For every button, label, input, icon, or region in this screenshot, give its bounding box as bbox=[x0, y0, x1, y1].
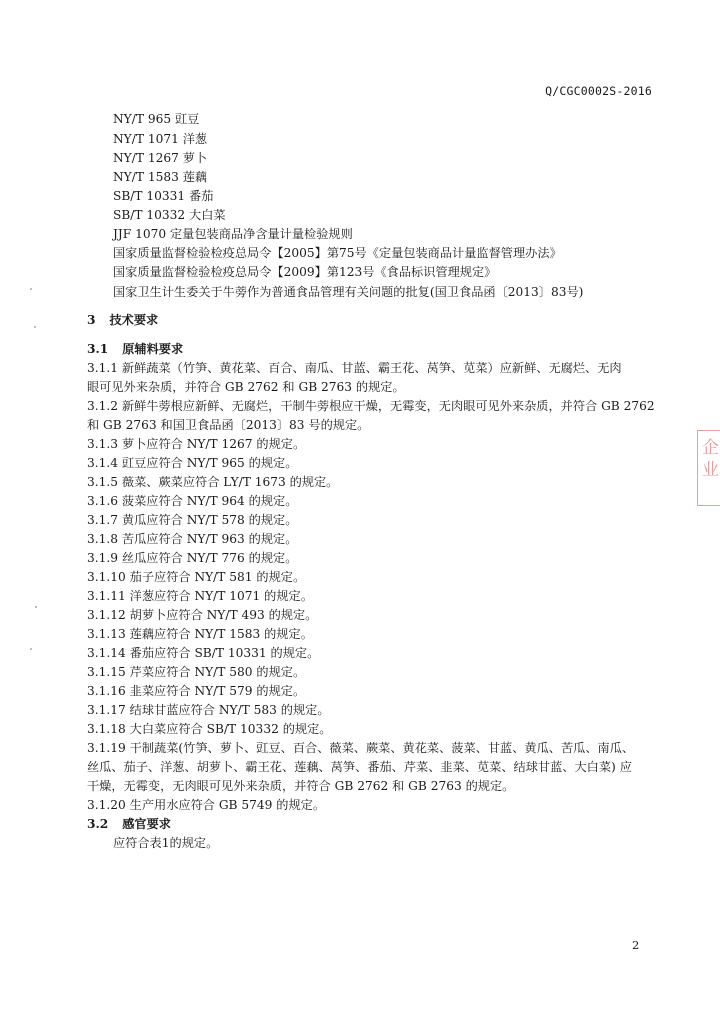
clause-line: 3.1.7 黄瓜应符合 NY/T 578 的规定。 bbox=[87, 513, 298, 527]
reference-item: 国家质量监督检验检疫总局令【2009】第123号《食品标识管理规定》 bbox=[113, 265, 497, 279]
clause-line: 3.1.3 萝卜应符合 NY/T 1267 的规定。 bbox=[87, 437, 306, 451]
clause-line: 干燥，无霉变，无肉眼可见外来杂质，并符合 GB 2762 和 GB 2763 的规定。 bbox=[87, 779, 515, 793]
clause-line: 3.1.8 苦瓜应符合 NY/T 963 的规定。 bbox=[87, 532, 298, 546]
reference-item: NY/T 1583 莲藕 bbox=[113, 170, 208, 184]
reference-item: NY/T 1071 洋葱 bbox=[113, 132, 208, 146]
clause-line: 3.1.12 胡萝卜应符合 NY/T 493 的规定。 bbox=[87, 608, 318, 622]
clause-line: 3.1.9 丝瓜应符合 NY/T 776 的规定。 bbox=[87, 551, 298, 565]
clause-line: 3.1.11 洋葱应符合 NY/T 1071 的规定。 bbox=[87, 589, 313, 603]
page-number: 2 bbox=[632, 938, 640, 952]
reference-item: NY/T 1267 萝卜 bbox=[113, 151, 208, 165]
clause-line: 3.1.4 豇豆应符合 NY/T 965 的规定。 bbox=[87, 456, 298, 470]
reference-item: 国家卫生计生委关于牛蒡作为普通食品管理有关问题的批复(国卫食品函〔2013〕83号) bbox=[113, 285, 584, 299]
clause-line: 3.1.14 番茄应符合 SB/T 10331 的规定。 bbox=[87, 646, 320, 660]
subsection-number: 3.1 bbox=[87, 342, 109, 356]
subsection-title: 感官要求 bbox=[122, 817, 171, 831]
clause-line: 3.1.18 大白菜应符合 SB/T 10332 的规定。 bbox=[87, 722, 332, 736]
scan-speck bbox=[34, 326, 36, 328]
clause-line: 3.1.10 茄子应符合 NY/T 581 的规定。 bbox=[87, 570, 306, 584]
clause-line: 3.1.6 菠菜应符合 NY/T 964 的规定。 bbox=[87, 494, 298, 508]
section-title: 技术要求 bbox=[109, 313, 159, 327]
reference-item: SB/T 10331 番茄 bbox=[113, 189, 214, 203]
clause-line: 3.1.20 生产用水应符合 GB 5749 的规定。 bbox=[87, 798, 326, 812]
scan-speck bbox=[35, 606, 37, 608]
subsection-heading bbox=[87, 815, 171, 833]
clause-line: 和 GB 2763 和国卫食品函〔2013〕83 号的规定。 bbox=[87, 418, 370, 432]
reference-item: JJF 1070 定量包装商品净含量计量检验规则 bbox=[113, 227, 353, 241]
reference-item: SB/T 10332 大白菜 bbox=[113, 208, 226, 222]
reference-item: NY/T 965 豇豆 bbox=[113, 112, 200, 126]
subsection-title: 原辅料要求 bbox=[122, 342, 184, 356]
reference-item: 国家质量监督检验检疫总局令【2005】第75号《定量包装商品计量监督管理办法》 bbox=[113, 246, 562, 260]
subsection-number: 3.2 bbox=[87, 817, 109, 831]
paragraph: 应符合表1的规定。 bbox=[113, 836, 219, 850]
scan-speck bbox=[30, 288, 32, 290]
clause-line: 3.1.15 芹菜应符合 NY/T 580 的规定。 bbox=[87, 665, 306, 679]
seal-stamp: 企业 bbox=[697, 430, 720, 506]
clause-line: 3.1.19 干制蔬菜(竹笋、萝卜、豇豆、百合、薇菜、蕨菜、黄花菜、菠菜、甘蓝、黄瓜、苦瓜、南瓜、 bbox=[87, 741, 635, 755]
scan-speck bbox=[30, 648, 32, 650]
clause-line: 丝瓜、茄子、洋葱、胡萝卜、霸王花、莲藕、莴笋、番茄、芹菜、韭菜、苋菜、结球甘蓝、大白菜) 应 bbox=[87, 760, 632, 774]
subsection-heading bbox=[87, 340, 183, 358]
section-heading bbox=[87, 311, 158, 329]
clause-line: 3.1.5 薇菜、蕨菜应符合 LY/T 1673 的规定。 bbox=[87, 475, 339, 489]
clause-line: 3.1.1 新鲜蔬菜（竹笋、黄花菜、百合、南瓜、甘蓝、霸王花、莴笋、苋菜）应新鲜、无腐烂、无肉 bbox=[87, 361, 622, 375]
section-number: 3 bbox=[87, 313, 96, 327]
document-number: Q/CGC0002S-2016 bbox=[545, 84, 652, 98]
clause-line: 3.1.13 莲藕应符合 NY/T 1583 的规定。 bbox=[87, 627, 313, 641]
clause-line: 3.1.17 结球甘蓝应符合 NY/T 583 的规定。 bbox=[87, 703, 330, 717]
clause-line: 3.1.16 韭菜应符合 NY/T 579 的规定。 bbox=[87, 684, 306, 698]
clause-line: 3.1.2 新鲜牛蒡根应新鲜、无腐烂，干制牛蒡根应干燥，无霉变，无肉眼可见外来杂质，并符合 GB 2762 bbox=[87, 399, 655, 413]
clause-line: 眼可见外来杂质，并符合 GB 2762 和 GB 2763 的规定。 bbox=[87, 380, 405, 394]
